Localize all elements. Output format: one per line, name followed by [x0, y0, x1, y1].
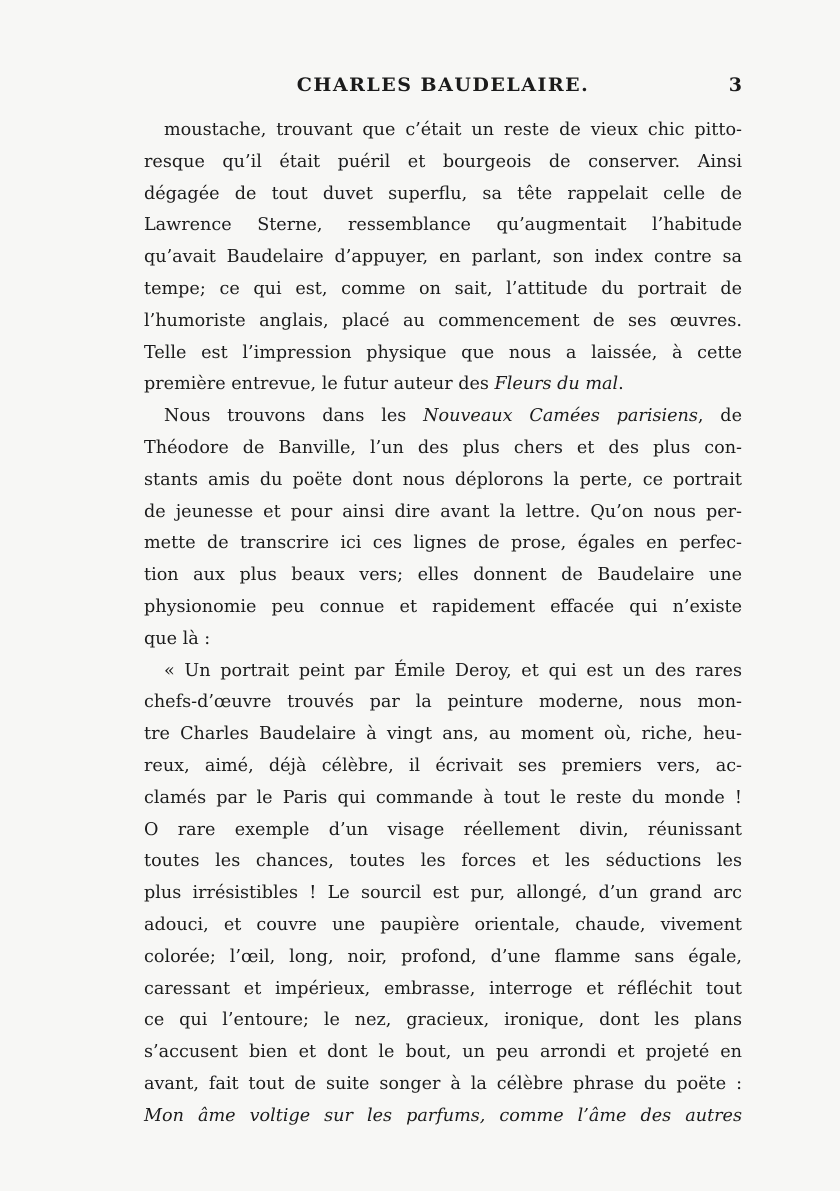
text-segment: mette de transcrire ici ces lignes de prose, égales en perfec- [144, 533, 742, 554]
text-line [144, 242, 742, 274]
body-text [144, 115, 742, 1133]
text-line [144, 656, 742, 688]
text-segment: ce qui l’entoure; le nez, gracieux, ironique, dont les plans [144, 1010, 742, 1031]
text-segment: tre Charles Baudelaire à vingt ans, au moment où, riche, heu- [144, 724, 742, 745]
text-segment: adouci, et couvre une paupière orientale, chaude, vivement [144, 914, 742, 935]
text-segment: O rare exemple d’un visage réellement divin, réunissant [144, 819, 742, 840]
text-segment: Lawrence Sterne, ressemblance qu’augmentait l’habitude [144, 215, 742, 236]
text-line [144, 1005, 742, 1037]
page-header [144, 74, 742, 104]
text-segment: que là : [144, 628, 211, 649]
text-segment: chefs-d’œuvre trouvés par la peinture moderne, nous mon- [144, 692, 742, 713]
text-line [144, 338, 742, 370]
text-segment: avant, fait tout de suite songer à la célèbre phrase du poëte : [144, 1073, 742, 1094]
text-segment: Telle est l’impression physique que nous a laissée, à cette [144, 342, 742, 363]
text-line [144, 751, 742, 783]
text-segment: tion aux plus beaux vers; elles donnent de Baudelaire une [144, 565, 742, 586]
text-segment: . [618, 374, 624, 395]
text-line [144, 783, 742, 815]
text-line [144, 147, 742, 179]
text-segment: qu’avait Baudelaire d’appuyer, en parlant, son index contre sa [144, 247, 742, 268]
text-segment: toutes les chances, toutes les forces et les séductions les [144, 851, 742, 872]
text-line [144, 910, 742, 942]
text-line [144, 815, 742, 847]
text-line [144, 465, 742, 497]
text-segment: de jeunesse et pour ainsi dire avant la lettre. Qu’on nous per- [144, 501, 742, 522]
text-line [144, 274, 742, 306]
text-line [144, 942, 742, 974]
text-line [144, 687, 742, 719]
text-line [144, 719, 742, 751]
text-line [144, 1069, 742, 1101]
page-number: 3 [728, 74, 742, 96]
text-line [144, 433, 742, 465]
text-line [144, 1101, 742, 1133]
text-line [144, 306, 742, 338]
text-line [144, 401, 742, 433]
text-line [144, 210, 742, 242]
text-segment: Nous trouvons dans les [164, 406, 424, 427]
text-line [144, 560, 742, 592]
text-segment: caressant et impérieux, embrasse, interroge et réfléchit tout [144, 978, 742, 999]
text-segment: clamés par le Paris qui commande à tout le reste du monde ! [144, 787, 742, 808]
text-line [144, 179, 742, 211]
text-line [144, 115, 742, 147]
text-segment: première entrevue, le futur auteur des [144, 374, 495, 395]
text-line [144, 974, 742, 1006]
text-segment: tempe; ce qui est, comme on sait, l’attitude du portrait de [144, 278, 742, 299]
italic-text: Fleurs du mal [494, 374, 619, 395]
text-line [144, 497, 742, 529]
text-line [144, 846, 742, 878]
text-segment: , de [697, 406, 742, 427]
text-line [144, 1037, 742, 1069]
text-segment: physionomie peu connue et rapidement effacée qui n’existe [144, 596, 742, 617]
text-segment: stants amis du poëte dont nous déplorons la perte, ce portrait [144, 469, 742, 490]
text-segment: reux, aimé, déjà célèbre, il écrivait ses premiers vers, ac- [144, 755, 742, 776]
text-segment: moustache, trouvant que c’était un reste de vieux chic pitto- [164, 120, 742, 140]
text-segment: dégagée de tout duvet superflu, sa tête rappelait celle de [144, 183, 742, 204]
text-line [144, 878, 742, 910]
italic-text: Nouveaux Camées parisiens [423, 406, 698, 427]
text-line [144, 624, 742, 656]
text-segment: colorée; l’œil, long, noir, profond, d’une flamme sans égale, [144, 946, 742, 967]
text-segment: plus irrésistibles ! Le sourcil est pur, allongé, d’un grand arc [144, 883, 742, 904]
text-segment: « Un portrait peint par Émile Deroy, et qui est un des rares [164, 660, 742, 681]
italic-text: Mon âme voltige sur les parfums, comme l’âme des autres [144, 1105, 742, 1126]
text-segment: resque qu’il était puéril et bourgeois de conserver. Ainsi [144, 151, 742, 172]
text-segment: s’accusent bien et dont le bout, un peu arrondi et projeté en [144, 1042, 742, 1063]
text-segment: l’humoriste anglais, placé au commencement de ses œuvres. [144, 310, 742, 331]
running-title: CHARLES BAUDELAIRE. [296, 74, 590, 96]
text-line [144, 369, 742, 401]
text-line [144, 592, 742, 624]
text-line [144, 528, 742, 560]
text-segment: Théodore de Banville, l’un des plus chers et des plus con- [144, 437, 742, 458]
